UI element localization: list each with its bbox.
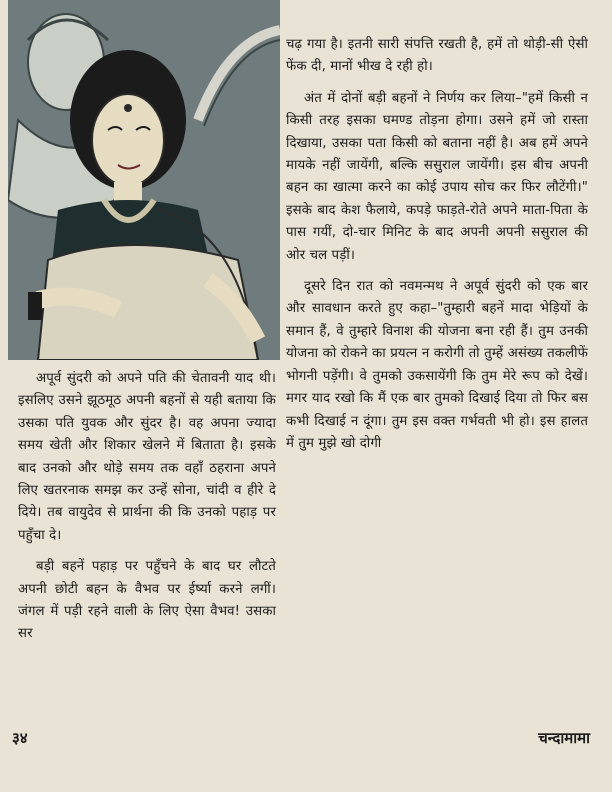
- right-paragraph-1: चढ़ गया है। इतनी सारी संपत्ति रखती है, हमें तो थोड़ी-सी ऐसी फेंक दी, मानों भीख दे रही हो।: [286, 37, 588, 75]
- page-number: ३४: [12, 729, 28, 747]
- woman-portrait-icon: [8, 0, 280, 360]
- magazine-name: चन्दामामा: [538, 729, 590, 747]
- illustration: [8, 0, 280, 360]
- page-footer: [12, 728, 590, 752]
- right-paragraph-3: दूसरे दिन रात को नवमन्मथ ने अपूर्व सुंदरी को एक बार और सावधान करते हुए कहा–"तुम्हारी बहनें मादा भेड़ियों के समान हैं, वे तुम्हारे विनाश की योजना बना रही हैं। तुम उनकी योजना को रोकने का प्रयत्न न करोगी तो तुम्हें असंख्य तकलीफें भोगनी पड़ेंगी। वे तुमको उकसायेंगी कि तुम मेरे रूप को देखें। मगर याद रखो कि मैं एक बार तुमको दिखाई दिया तो फिर बस कभी दिखाई न दूंगा। तुम इस वक्त गर्भवती भी हो। इस हालत में तुम मुझे खो दोगी: [286, 279, 588, 451]
- right-paragraph-2: अंत में दोनों बड़ी बहनों ने निर्णय कर लिया–"हमें किसी न किसी तरह इसका घमण्ड तोड़ना होगा। उसने हमें जो रास्ता दिखाया, उसका पता किसी को बताना नहीं है। अब हमें अपने मायके नहीं जायेंगी, बल्कि ससुराल जायेंगी। इस बीच अपनी बहन का खात्मा करने का कोई उपाय सोच कर फिर लौटेंगी।" इसके बाद केश फैलाये, कपड़े फाड़ते-रोते अपने माता-पिता के पास गयीं, दो-चार मिनिट के बाद अपनी अपनी ससुराल की ओर चल पड़ीं।: [286, 90, 588, 263]
- right-column: [286, 34, 588, 464]
- left-column: [18, 368, 276, 655]
- left-paragraph-2: बड़ी बहनें पहाड़ पर पहुँचने के बाद घर लौटते अपनी छोटी बहन के वैभव पर ईर्ष्या करने लगीं। जंगल में पड़ी रहने वाली के लिए ऐसा वैभव! उसका सर: [18, 559, 276, 642]
- left-paragraph-1: अपूर्व सुंदरी को अपने पति की चेतावनी याद थी। इसलिए उसने झूठमूठ अपनी बहनों से यही बताया कि उसका पति युवक और सुंदर है। वह अपना ज्यादा समय खेती और शिकार खेलने में बिताता है। इसके बाद उनको और थोड़े समय तक वहाँ ठहराना अपने लिए खतरनाक समझ कर उन्हें सोना, चांदी व हीरे दे दिये। तब वायुदेव से प्रार्थना की कि उनको पहाड़ पर पहुँचा दे।: [18, 371, 276, 543]
